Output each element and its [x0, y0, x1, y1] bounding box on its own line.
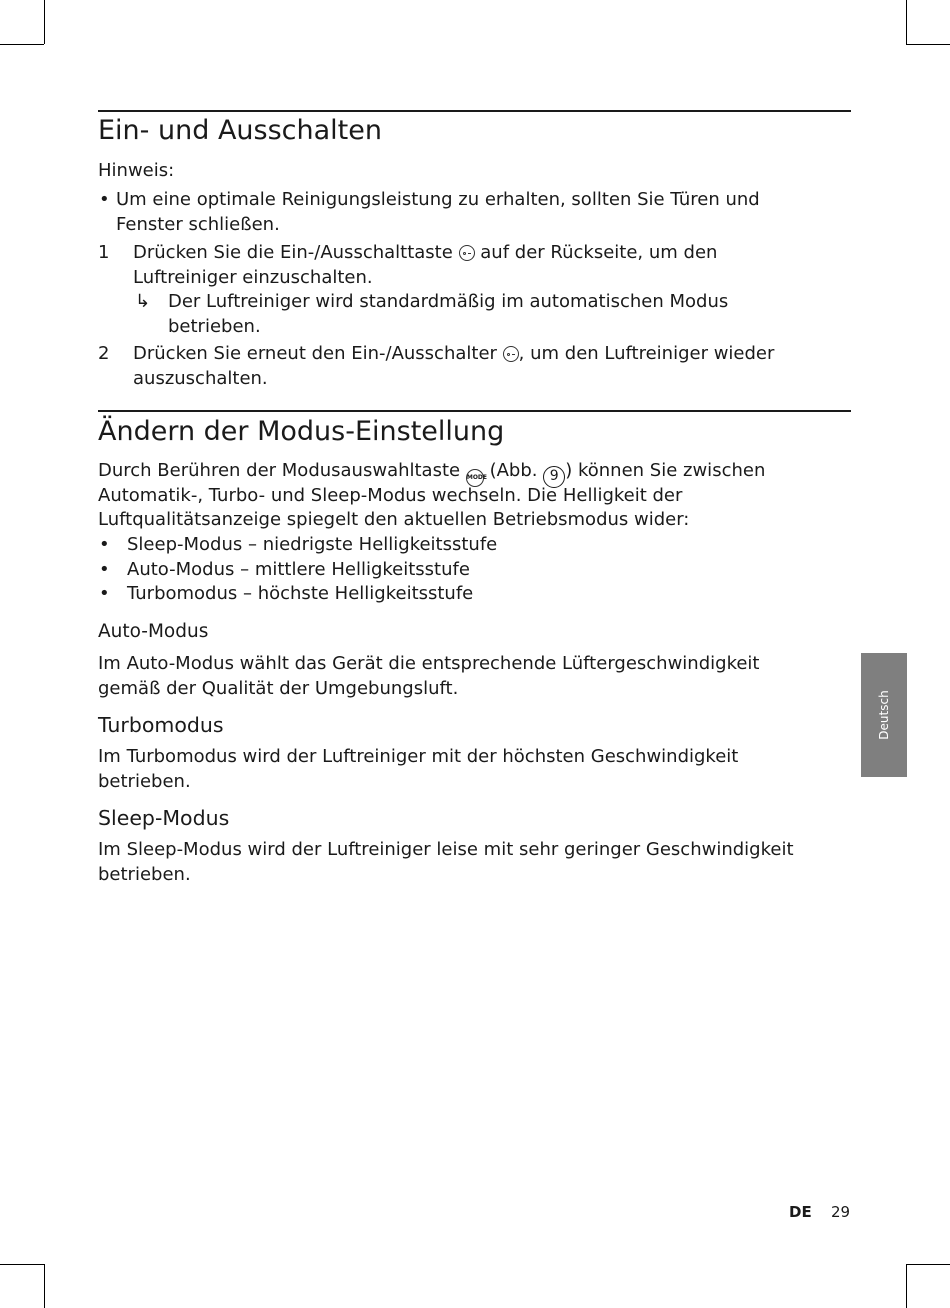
step-1-text: Drücken Sie die Ein-/Ausschalttaste [133, 242, 453, 263]
turbo-mode-heading: Turbomodus [98, 713, 224, 737]
language-side-tab [861, 653, 907, 777]
section-title-power: Ein- und Ausschalten [98, 115, 382, 146]
sleep-mode-text: Im Sleep-Modus wird der Luftreiniger leise mit sehr geringer Geschwindigkeit [98, 839, 794, 860]
note-line: Um eine optimale Reinigungsleistung zu erhalten, sollten Sie Türen und [116, 189, 760, 210]
mode-intro-text: ) können Sie zwischen [565, 460, 766, 481]
bullet-marker: • [99, 189, 110, 210]
step-1-line [133, 241, 717, 266]
note-line: Fenster schließen. [116, 213, 280, 235]
result-line: Der Luftreiniger wird standardmäßig im automatischen Modus [168, 291, 729, 312]
footer-language-code: DE [789, 1203, 812, 1221]
sleep-mode-text: betrieben. [98, 863, 191, 885]
mode-button-icon: MODE [466, 469, 484, 487]
mode-intro-line: Luftqualitätsanzeige spiegelt den aktuellen Betriebsmodus wider: [98, 509, 690, 530]
crop-mark [0, 1264, 44, 1265]
language-side-tab-label: Deutsch [877, 690, 891, 740]
turbo-mode-text: betrieben. [98, 770, 191, 792]
step-number: 1 [98, 242, 110, 263]
mode-intro-text: Durch Berühren der Modusauswahltaste [98, 460, 461, 481]
crop-mark [906, 44, 950, 45]
bullet-marker: • [99, 558, 110, 580]
mode-intro-line: Automatik-, Turbo- und Sleep-Modus wechseln. Die Helligkeit der [98, 484, 683, 506]
step-1-text: auf der Rückseite, um den [480, 242, 718, 263]
auto-mode-heading: Auto-Modus [98, 621, 209, 642]
auto-mode-text: gemäß der Qualität der Umgebungsluft. [98, 677, 459, 699]
crop-mark [44, 1264, 45, 1308]
power-button-icon [459, 245, 475, 261]
mode-list-item: Sleep-Modus – niedrigste Helligkeitsstufe [127, 534, 498, 555]
turbo-mode-text: Im Turbomodus wird der Luftreiniger mit der höchsten Geschwindigkeit [98, 746, 739, 767]
section-title-mode: Ändern der Modus-Einstellung [98, 416, 505, 447]
step-1-line: Luftreiniger einzuschalten. [133, 266, 373, 288]
sleep-mode-heading: Sleep-Modus [98, 806, 230, 830]
crop-mark [906, 0, 907, 44]
section-rule [98, 110, 851, 112]
crop-mark [0, 44, 44, 45]
step-2-line [133, 342, 774, 367]
page-number: 29 [831, 1203, 851, 1221]
result-line: betrieben. [168, 315, 261, 337]
step-number: 2 [98, 343, 110, 364]
section-rule [98, 410, 851, 412]
auto-mode-text: Im Auto-Modus wählt das Gerät die entsprechende Lüftergeschwindigkeit [98, 653, 760, 674]
crop-mark [906, 1264, 950, 1265]
step-2-line: auszuschalten. [133, 367, 268, 389]
power-button-icon [503, 346, 519, 362]
mode-list-item: Auto-Modus – mittlere Helligkeitsstufe [127, 558, 470, 580]
mode-list-item: Turbomodus – höchste Helligkeitsstufe [127, 583, 474, 604]
step-2-text: , um den Luftreiniger wieder [518, 343, 775, 364]
crop-mark [906, 1264, 907, 1308]
step-2-text: Drücken Sie erneut den Ein-/Ausschalter [133, 343, 497, 364]
figure-number-badge: 9 [543, 466, 565, 488]
mode-intro-text: (Abb. [489, 460, 538, 481]
note-label: Hinweis: [98, 160, 175, 181]
bullet-marker: • [99, 534, 110, 555]
result-arrow-icon: ↳ [135, 291, 151, 312]
crop-mark [44, 0, 45, 44]
bullet-marker: • [99, 583, 110, 604]
